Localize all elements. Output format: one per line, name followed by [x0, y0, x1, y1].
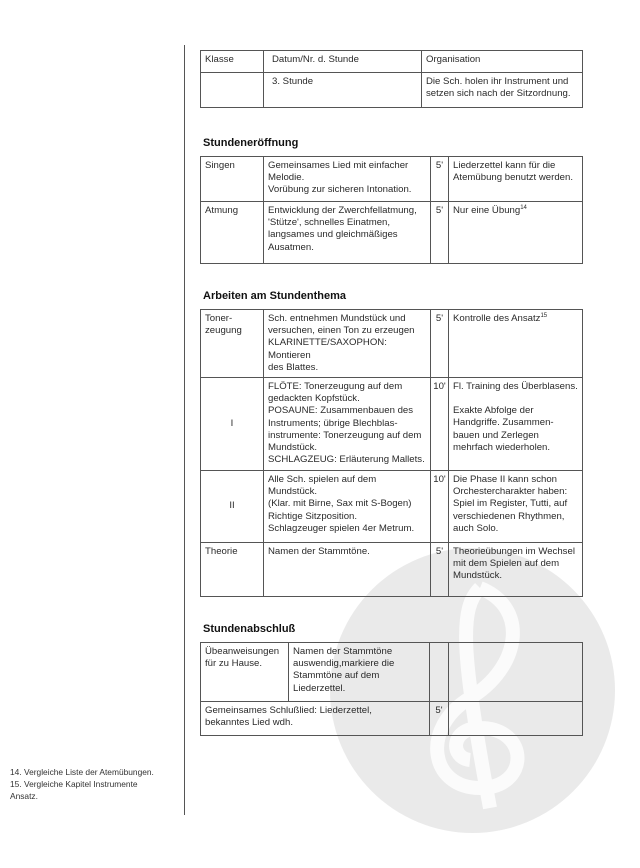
text-line: Theorieübungen im Wechsel — [453, 546, 575, 558]
text-line: Orchestercharakter haben: — [453, 486, 568, 498]
section-title-stundeneroeffnung: Stundeneröffnung — [203, 137, 299, 149]
footnote-ref: 14 — [520, 204, 527, 211]
section-title-arbeiten: Arbeiten am Stundenthema — [203, 290, 347, 302]
text-line: Kontrolle des Ansatz — [453, 313, 541, 324]
header-datum: Datum/Nr. d. Stunde — [264, 51, 422, 73]
text-line: auswendig,markiere die — [293, 658, 395, 670]
time-cell — [430, 643, 449, 702]
text-line: bekanntes Lied wdh. — [205, 717, 294, 729]
text-line: Sch. entnehmen Mundstück und — [268, 313, 406, 324]
text-line: Spiel im Register, Tutti, auf — [453, 498, 568, 510]
spacer — [453, 393, 578, 405]
text-line: Richtige Sitzposition. — [268, 510, 358, 522]
content-cell — [264, 157, 431, 202]
text-line: Melodie. — [268, 172, 305, 184]
text-line: Handgriffe. Zusammen- — [453, 417, 554, 429]
notes-cell — [449, 543, 583, 597]
text-line: Stammtöne auf dem — [293, 670, 380, 682]
text-line: Nur eine Übung — [453, 205, 521, 216]
table-row — [201, 643, 583, 702]
header-organisation: Organisation — [422, 51, 583, 73]
table-stundenabschluss — [200, 642, 583, 736]
phase-cell: Atmung — [201, 202, 264, 264]
table-row — [201, 202, 583, 264]
text-line: versuchen, einen Ton zu erzeugen — [268, 325, 415, 337]
time-cell: 10' — [431, 471, 449, 543]
phase-cell: II — [201, 471, 264, 543]
text-line: für zu Hause. — [205, 658, 263, 670]
notes-cell — [449, 378, 583, 471]
text-line: Alle Sch. spielen auf dem Mundstück. — [268, 474, 377, 498]
margin-rule — [184, 45, 185, 815]
text-line: gedackten Kopfstück. — [268, 393, 360, 405]
text-line: Die Phase II kann schon — [453, 474, 557, 486]
text-line: mit dem Spielen auf dem — [453, 558, 560, 570]
text-line: Schlagzeuger spielen 4er Metrum. — [268, 522, 415, 534]
phase-cell: Theorie — [201, 543, 264, 597]
notes-cell — [449, 702, 583, 736]
content-cell — [264, 378, 431, 471]
text-line: zeugung — [205, 325, 242, 337]
section-title-stundenabschluss: Stundenabschluß — [203, 623, 296, 636]
content-cell — [264, 202, 431, 264]
text-line: (Klar. mit Birne, Sax mit S-Bogen) — [268, 498, 412, 510]
content-cell — [264, 310, 431, 378]
text-line: KLARINETTE/SAXOPHON: Montieren — [268, 337, 387, 361]
text-line: Übeanweisungen — [205, 646, 280, 658]
cell-datum: 3. Stunde — [264, 73, 422, 108]
text-line: Gemeinsames Lied mit einfacher — [268, 160, 409, 171]
text-line: Mundstück. — [453, 570, 503, 582]
text-line: Liederzettel. — [293, 682, 346, 694]
content-cell — [264, 471, 431, 543]
text-line: Ausatmen. — [268, 241, 314, 253]
text-line: des Blattes. — [268, 361, 319, 373]
notes-cell — [449, 471, 583, 543]
text-line: Namen der Stammtöne — [293, 646, 393, 658]
table-row — [201, 310, 583, 378]
time-cell: 5' — [431, 543, 449, 597]
content-cell — [264, 543, 431, 597]
table-row — [201, 157, 583, 202]
notes-cell — [449, 643, 583, 702]
text-line: Liederzettel kann für die — [453, 160, 556, 171]
text-line: Gemeinsames Schlußlied: Liederzettel, — [205, 705, 372, 717]
notes-cell — [449, 157, 583, 202]
content-cell — [289, 643, 430, 702]
time-cell: 5' — [430, 702, 449, 736]
text-line: POSAUNE: Zusammenbauen des — [268, 405, 414, 417]
time-cell: 10' — [431, 378, 449, 471]
table-row — [201, 471, 583, 543]
text-line: instrumente: Tonerzeugung auf dem — [268, 429, 422, 441]
footnote-15: 15. Vergleiche Kapitel Instrumente — [10, 779, 138, 789]
time-cell: 5' — [431, 310, 449, 378]
notes-cell — [449, 310, 583, 378]
text-line: Fl. Training des Überblasens. — [453, 381, 578, 393]
text-line: Atemübung benutzt werden. — [453, 172, 574, 184]
table-arbeiten — [200, 309, 583, 597]
page-content — [200, 50, 583, 736]
footnote-15-cont: Ansatz. — [10, 791, 38, 801]
table-stundeneroeffnung — [200, 156, 583, 264]
text-line: Entwicklung der Zwerchfellatmung, — [268, 205, 417, 216]
text-line: FLÖTE: Tonerzeugung auf dem — [268, 381, 403, 393]
cell-organisation: Die Sch. holen ihr Instrument und setzen sich nach der Sitzordnung. — [422, 73, 583, 108]
header-table — [200, 50, 583, 108]
text-line: Instruments; übrige Blechblas- — [268, 417, 398, 429]
text-line: Vorübung zur sicheren Intonation. — [268, 184, 412, 196]
footnote-14: 14. Vergleiche Liste der Atemübungen. — [10, 767, 154, 777]
footnotes — [10, 766, 180, 802]
text-line: mehrfach wiederholen. — [453, 441, 551, 453]
table-row — [201, 702, 583, 736]
header-klasse: Klasse — [201, 51, 264, 73]
text-line: langsames und gleichmäßiges — [268, 229, 398, 241]
footnote-ref: 15 — [540, 312, 548, 319]
text-line: verschiedenen Rhythmen, — [453, 510, 565, 522]
time-cell: 5' — [431, 157, 449, 202]
text-line: SCHLAGZEUG: Erläuterung Mallets. — [268, 454, 425, 466]
notes-cell — [449, 202, 583, 264]
text-line: Mundstück. — [268, 442, 318, 454]
phase-cell: Singen — [201, 157, 264, 202]
table-row — [201, 543, 583, 597]
cell-klasse — [201, 73, 264, 108]
phase-cell — [201, 310, 264, 378]
merged-cell — [201, 702, 430, 736]
text-line: Namen der Stammtöne. — [268, 546, 370, 558]
text-line: auch Solo. — [453, 522, 499, 534]
phase-cell — [201, 643, 289, 702]
phase-cell: I — [201, 378, 264, 471]
text-line: bauen und Zerlegen — [453, 429, 539, 441]
text-line: Toner- — [205, 313, 233, 324]
text-line: Exakte Abfolge der — [453, 405, 534, 417]
time-cell: 5' — [431, 202, 449, 264]
text-line: 'Stütze', schnelles Einatmen, — [268, 217, 391, 229]
table-row — [201, 378, 583, 471]
